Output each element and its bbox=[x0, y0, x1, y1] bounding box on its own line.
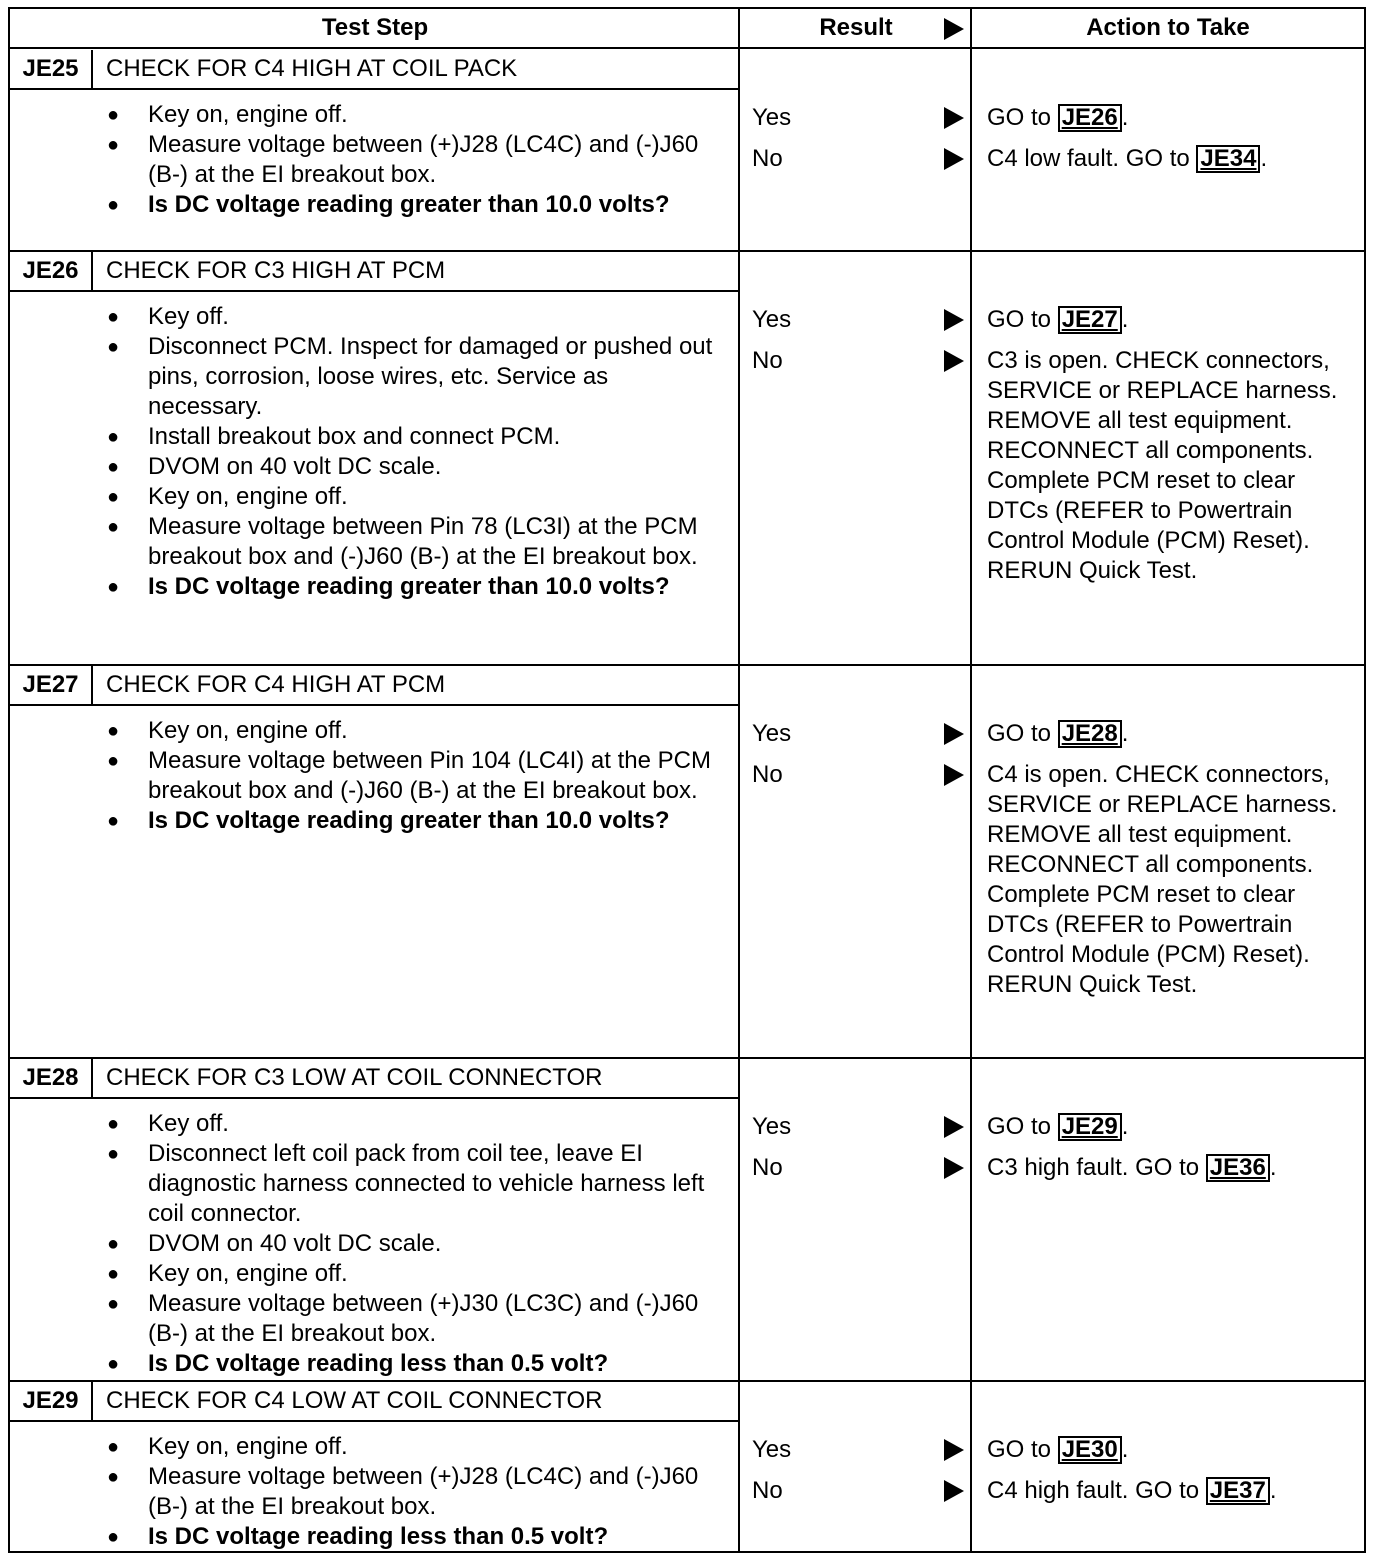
action-text-end: . bbox=[1121, 306, 1129, 333]
result-no: No bbox=[752, 761, 783, 788]
step-instruction: ● Install breakout box and connect PCM. bbox=[10, 422, 740, 452]
step-reference-link[interactable]: JE27 bbox=[1058, 306, 1122, 334]
arrow-icon bbox=[944, 1439, 964, 1461]
step-header-row bbox=[10, 252, 740, 292]
action-text: C4 is open. CHECK connectors, SERVICE or REPLACE harness. REMOVE all test equipment. RECONNECT all components. Complete PCM reset to clear DTCs (REFER to Powertrain Control Module (PCM) Reset). RERUN Quick Test. bbox=[987, 761, 1338, 998]
header-action: Action to Take bbox=[972, 9, 1364, 49]
action-yes bbox=[987, 719, 1357, 749]
step-instruction: ● DVOM on 40 volt DC scale. bbox=[10, 452, 740, 482]
action-text: C3 is open. CHECK connectors, SERVICE or REPLACE harness. REMOVE all test equipment. RECONNECT all components. Complete PCM reset to clear DTCs (REFER to Powertrain Control Module (PCM) Reset). RERUN Quick Test. bbox=[987, 347, 1338, 584]
action-yes bbox=[987, 103, 1357, 133]
action-no bbox=[987, 760, 1357, 1000]
step-reference-link[interactable]: JE34 bbox=[1196, 145, 1260, 173]
arrow-icon bbox=[944, 107, 964, 129]
header-result bbox=[740, 9, 972, 49]
action-no bbox=[987, 346, 1357, 586]
step-header-row bbox=[10, 50, 740, 90]
action-text: GO to bbox=[987, 1436, 1058, 1463]
step-instructions bbox=[10, 302, 740, 602]
step-title: CHECK FOR C4 HIGH AT PCM bbox=[106, 671, 446, 698]
diagnostic-table bbox=[8, 7, 1366, 1553]
step-instruction: ● Key on, engine off. bbox=[10, 716, 740, 746]
step-instructions bbox=[10, 100, 740, 220]
action-text-end: . bbox=[1269, 1154, 1277, 1181]
step-reference-link[interactable]: JE37 bbox=[1206, 1477, 1270, 1505]
action-text-end: . bbox=[1121, 720, 1129, 747]
action-yes bbox=[987, 1435, 1357, 1465]
result-no: No bbox=[752, 1477, 783, 1504]
action-text: C4 high fault. GO to bbox=[987, 1477, 1206, 1504]
step-reference-link[interactable]: JE28 bbox=[1058, 720, 1122, 748]
step-instruction: ● Disconnect left coil pack from coil tee, leave EI diagnostic harness connected to vehicle harness left coil connector. bbox=[10, 1139, 740, 1229]
action-text: GO to bbox=[987, 306, 1058, 333]
step-header-row bbox=[10, 1059, 740, 1099]
step-instruction: ● Key on, engine off. bbox=[10, 100, 740, 130]
step-instructions bbox=[10, 716, 740, 836]
action-no bbox=[987, 144, 1357, 174]
header-result-label: Result bbox=[819, 14, 893, 41]
step-title: CHECK FOR C4 LOW AT COIL CONNECTOR bbox=[106, 1387, 603, 1414]
column-divider bbox=[970, 9, 972, 1551]
step-instruction: ● Measure voltage between Pin 78 (LC3I) at the PCM breakout box and (-)J60 (B-) at the EI breakout box. bbox=[10, 512, 740, 572]
action-text-end: . bbox=[1269, 1477, 1277, 1504]
step-question: ● Is DC voltage reading less than 0.5 volt? bbox=[10, 1522, 740, 1552]
step-id: JE27 bbox=[10, 666, 93, 704]
step-title: CHECK FOR C4 HIGH AT COIL PACK bbox=[106, 55, 518, 82]
result-no: No bbox=[752, 145, 783, 172]
arrow-icon bbox=[944, 1480, 964, 1502]
step-instruction: ● Disconnect PCM. Inspect for damaged or pushed out pins, corrosion, loose wires, etc. Service as necessary. bbox=[10, 332, 740, 422]
step-id: JE25 bbox=[10, 50, 93, 88]
step-instruction: ● Key on, engine off. bbox=[10, 1259, 740, 1289]
action-text: C4 low fault. GO to bbox=[987, 145, 1197, 172]
step-title: CHECK FOR C3 HIGH AT PCM bbox=[106, 257, 446, 284]
action-text-end: . bbox=[1121, 104, 1129, 131]
step-reference-link[interactable]: JE36 bbox=[1206, 1154, 1270, 1182]
step-reference-link[interactable]: JE30 bbox=[1058, 1436, 1122, 1464]
header-test-step: Test Step bbox=[10, 9, 740, 49]
step-reference-link[interactable]: JE29 bbox=[1058, 1113, 1122, 1141]
step-instruction: ● Measure voltage between Pin 104 (LC4I) at the PCM breakout box and (-)J60 (B-) at the EI breakout box. bbox=[10, 746, 740, 806]
step-instruction: ● Measure voltage between (+)J28 (LC4C) and (-)J60 (B-) at the EI breakout box. bbox=[10, 130, 740, 190]
arrow-icon bbox=[944, 309, 964, 331]
action-text: GO to bbox=[987, 1113, 1058, 1140]
step-question: ● Is DC voltage reading greater than 10.0 volts? bbox=[10, 806, 740, 836]
result-yes: Yes bbox=[752, 104, 792, 131]
action-yes bbox=[987, 305, 1357, 335]
arrow-icon bbox=[944, 1116, 964, 1138]
action-yes bbox=[987, 1112, 1357, 1142]
arrow-icon bbox=[944, 764, 964, 786]
action-text: GO to bbox=[987, 720, 1058, 747]
step-id: JE28 bbox=[10, 1059, 93, 1097]
result-yes: Yes bbox=[752, 720, 792, 747]
result-no: No bbox=[752, 347, 783, 374]
result-yes: Yes bbox=[752, 306, 792, 333]
step-question: ● Is DC voltage reading less than 0.5 volt? bbox=[10, 1349, 740, 1379]
step-title: CHECK FOR C3 LOW AT COIL CONNECTOR bbox=[106, 1064, 603, 1091]
step-reference-link[interactable]: JE26 bbox=[1058, 104, 1122, 132]
step-instruction: ● Key on, engine off. bbox=[10, 482, 740, 512]
step-instruction: ● Measure voltage between (+)J30 (LC3C) and (-)J60 (B-) at the EI breakout box. bbox=[10, 1289, 740, 1349]
result-yes: Yes bbox=[752, 1113, 792, 1140]
action-text-end: . bbox=[1121, 1436, 1129, 1463]
action-no bbox=[987, 1476, 1357, 1506]
result-no: No bbox=[752, 1154, 783, 1181]
action-text: GO to bbox=[987, 104, 1058, 131]
step-question: ● Is DC voltage reading greater than 10.0 volts? bbox=[10, 190, 740, 220]
step-header-row bbox=[10, 1382, 740, 1422]
arrow-icon bbox=[944, 350, 964, 372]
result-yes: Yes bbox=[752, 1436, 792, 1463]
step-id: JE26 bbox=[10, 252, 93, 290]
step-instructions bbox=[10, 1109, 740, 1379]
header-arrow-icon bbox=[944, 18, 964, 40]
step-id: JE29 bbox=[10, 1382, 93, 1420]
step-instruction: ● DVOM on 40 volt DC scale. bbox=[10, 1229, 740, 1259]
step-question: ● Is DC voltage reading greater than 10.0 volts? bbox=[10, 572, 740, 602]
action-no bbox=[987, 1153, 1357, 1183]
action-text: C3 high fault. GO to bbox=[987, 1154, 1206, 1181]
step-header-row bbox=[10, 666, 740, 706]
arrow-icon bbox=[944, 1157, 964, 1179]
action-text-end: . bbox=[1121, 1113, 1129, 1140]
step-instructions bbox=[10, 1432, 740, 1552]
step-instruction: ● Key off. bbox=[10, 1109, 740, 1139]
step-instruction: ● Measure voltage between (+)J28 (LC4C) and (-)J60 (B-) at the EI breakout box. bbox=[10, 1462, 740, 1522]
step-instruction: ● Key off. bbox=[10, 302, 740, 332]
arrow-icon bbox=[944, 723, 964, 745]
step-instruction: ● Key on, engine off. bbox=[10, 1432, 740, 1462]
arrow-icon bbox=[944, 148, 964, 170]
action-text-end: . bbox=[1260, 145, 1268, 172]
